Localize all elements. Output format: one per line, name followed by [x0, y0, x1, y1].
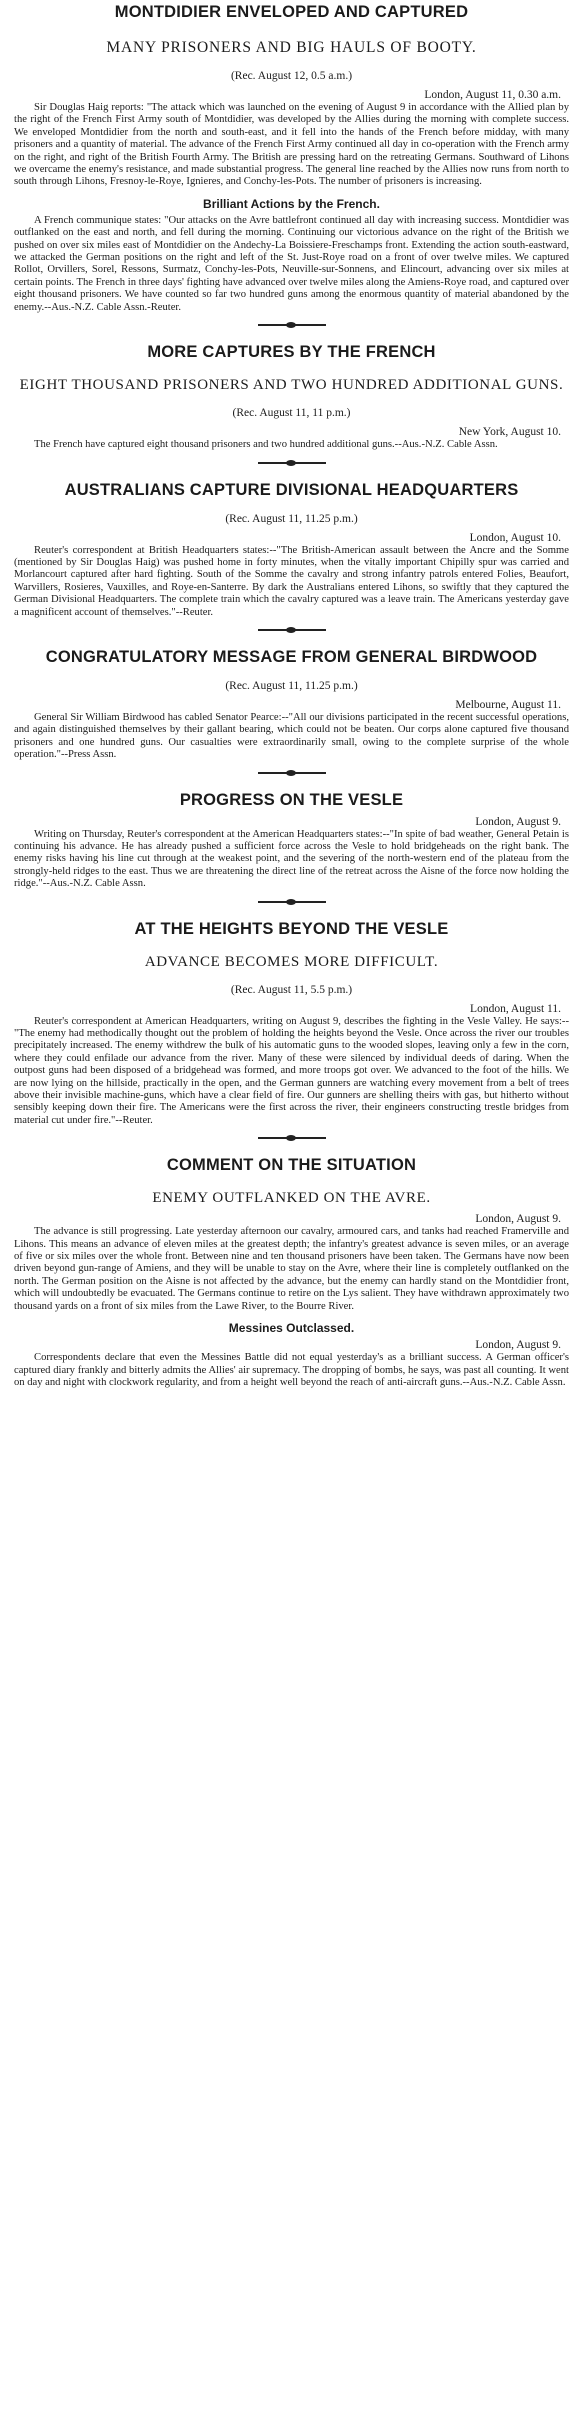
dateline: London, August 9. — [475, 1339, 561, 1352]
body-paragraph: Reuter's correspondent at British Headquarters states:--"The British-American assault between the Ancre and the Somme (mentioned by Sir Douglas Haig) was pushed home in forty minutes, when the vitally important Chipilly spur was carried and Morlancourt captured after hard fighting. South of the Somme the cavalry and strong infantry patrols entered Folies, Beaufort, Warvillers, Rosieres, Vauxilles, and Roye-en-Santerre. By dark the Australians entered Lihons, so swiftly that they captured the German Divisional Headquarters. The complete train which the cavalry captured was a leave train. The Americans yesterday gave a magnificent account of themselves."--Reuter. — [14, 544, 569, 618]
section-divider — [258, 629, 326, 631]
received-time: (Rec. August 11, 11 p.m.) — [232, 407, 351, 420]
received-time: (Rec. August 12, 0.5 a.m.) — [230, 70, 353, 82]
subheadline: ENEMY OUTFLANKED ON THE AVRE. — [152, 1190, 431, 1207]
subheadline: EIGHT THOUSAND PRISONERS AND TWO HUNDRED ADDITIONAL GUNS. — [19, 377, 564, 394]
received-time: (Rec. August 11, 11.25 p.m.) — [225, 512, 358, 525]
article-more-captures — [0, 340, 583, 451]
headline: AT THE HEIGHTS BEYOND THE VESLE — [134, 919, 449, 938]
body-paragraph: Sir Douglas Haig reports: "The attack which was launched on the evening of August 9 in accordance with the Allied plan by the right of the French First Army south of Montdidier, was developed by the Allies during the morning with complete success. We enveloped Montdidier from the north and south-east, and it fell into the hands of the French before midday, with many prisoners and a quantity of material. The advance of the French First Army continued all day in co-operation with the French army on the right, and right of the British Fourth Army. The British are pressing hard on the retreating Germans. Southward of Lihons we overcame the enemy's resistance, and made substantial progress. The general line reached by the Allies now runs from north to south through Lihons, Fresnoy-le-Roye, Ignieres, and Conchy-les-Pots. The number of prisoners is increasing. — [14, 102, 569, 188]
received-time: (Rec. August 11, 5.5 p.m.) — [230, 983, 353, 996]
dateline: London, August 9. — [475, 1213, 561, 1226]
section-divider — [258, 462, 326, 464]
headline: AUSTRALIANS CAPTURE DIVISIONAL HEADQUARTERS — [64, 480, 519, 499]
headline: COMMENT ON THE SITUATION — [166, 1156, 417, 1175]
subheadline: MANY PRISONERS AND BIG HAULS OF BOOTY. — [106, 39, 477, 56]
minor-heading: Messines Outclassed. — [228, 1321, 355, 1336]
section-divider — [258, 772, 326, 774]
dateline: London, August 10. — [469, 531, 561, 544]
article-heights-vesle — [0, 917, 583, 1128]
dateline: London, August 11. — [470, 1002, 561, 1015]
body-paragraph: The advance is still progressing. Late yesterday afternoon our cavalry, armoured cars, and tanks had reached Framerville and Lihons. This means an advance of eleven miles at the greatest depth; the infantry's greatest advance is seven miles, or an average of five or six miles over the whole front. Between nine and ten thousand prisoners have been taken. The Germans have now been driven beyond gun-range of Amiens, and they will be unable to stay on the Avre, where their line is completely outflanked on the north. The German position on the Aisne is not affected by the advance, but the enemy can hardly stand on the Montdidier front, which will undoubtedly be evacuated. The Germans continue to retire on the Lys salient. They have withdrawn approximately two thousand yards on a front of six miles from the Lawe River, to the Bourre River. — [14, 1226, 569, 1312]
body-paragraph: Correspondents declare that even the Messines Battle did not equal yesterday's as a brilliant success. A German officer's captured diary frankly and bitterly admits the Allies' air supremacy. The dropping of bombs, he says, was past all counting. It went on day and night with clockwork regularity, and from a height well beyond the reach of anti-aircraft guns.--Aus.-N.Z. Cable Assn. — [14, 1352, 569, 1388]
article-comment — [0, 1153, 583, 1389]
section-divider — [258, 901, 326, 903]
headline: MONTDIDIER ENVELOPED AND CAPTURED — [114, 3, 469, 21]
body-paragraph: A French communique states: "Our attacks on the Avre battlefront continued all day with increasing success. Montdidier was outflanked on the east and north, and fell during the morning. Continuing our victorious advance on the right of the British we pushed on over six miles east of Montdidier on the Andechy-La Boissiere-Freschamps front. Extending the action south-eastward, we attacked the German positions on the right and left of the St. Just-Roye road on a front of over twelve miles. We captured Rollot, Orvillers, Sorel, Ressons, Surmatz, Conchy-les-Pots, Neuville-sur-Sonnens, and Elincourt, advancing over six miles at certain points. The French in three days' fighting have advanced over twelve miles along the Amiens-Roye road, and captured over eight thousand prisoners. We have counted so far two hundred guns among the enormous quantity of material abandoned by the enemy.--Aus.-N.Z. Cable Assn.-Reuter. — [14, 214, 569, 313]
dateline: London, August 11, 0.30 a.m. — [424, 89, 561, 101]
headline: PROGRESS ON THE VESLE — [179, 790, 404, 809]
article-birdwood — [0, 645, 583, 762]
dateline: Melbourne, August 11. — [455, 698, 561, 711]
headline: CONGRATULATORY MESSAGE FROM GENERAL BIRDWOOD — [45, 647, 538, 666]
section-divider — [258, 324, 326, 326]
article-vesle-progress — [0, 788, 583, 891]
headline: MORE CAPTURES BY THE FRENCH — [147, 343, 436, 362]
dateline: New York, August 10. — [458, 426, 561, 439]
article-montdidier — [0, 0, 583, 314]
dateline: London, August 9. — [475, 815, 561, 828]
body-paragraph: Writing on Thursday, Reuter's correspondent at the American Headquarters states:--"In spite of bad weather, General Petain is continuing his advance. He has already pushed a sufficient force across the Vesle to hold bridgeheads on the right bank. The enemy risks having his line cut through at the weakest point, and the severing of the north-western end of the plateau from the strongly-held ridges to the east. Thus we are threatening the direct line of the retreat across the Aisne of the force now holding the ridge."--Aus.-N.Z. Cable Assn. — [14, 828, 569, 890]
section-divider — [258, 1137, 326, 1139]
body-paragraph: Reuter's correspondent at American Headquarters, writing on August 9, describes the fighting in the Vesle Valley. He says:--"The enemy had methodically thought out the problem of holding the heights beyond the Vesle. Once across the river our troubles precipitately increased. The enemy withdrew the bulk of his automatic guns to the wooded slopes, leaving only a few in the corn, where they could enfilade our advance from the river. Many of these were silenced by individual deeds of daring. When the outpost guns had been disposed of a bridgehead was formed, and more troops got over. We advanced to the foot of the hills. We are now lying on the hillside, practically in the open, and the German gunners are watching every movement from a belt of trees above their invisible machine-guns, which have a clear field of fire. Our gunners are shelling theirs with gas, but hitherto without sensibly keeping down their fire. The Americans were the first across the river, their engineers constructing trestle bridges from material cut under fire."--Reuter. — [14, 1015, 569, 1126]
body-paragraph: The French have captured eight thousand prisoners and two hundred additional guns.--Aus.-N.Z. Cable Assn. — [34, 439, 498, 451]
received-time: (Rec. August 11, 11.25 p.m.) — [225, 679, 358, 692]
minor-heading: Brilliant Actions by the French. — [203, 196, 380, 211]
subheadline: ADVANCE BECOMES MORE DIFFICULT. — [144, 953, 439, 970]
article-australians — [0, 478, 583, 619]
body-paragraph: General Sir William Birdwood has cabled Senator Pearce:--"All our divisions participated in the recent successful operations, and again distinguished themselves by their gallant bearing, which could not be beaten. Our corps alone captured five thousand prisoners and one hundred guns. Our casualties were extraordinarily small, owing to the complete surprise of the whole operation."--Press Assn. — [14, 711, 569, 761]
